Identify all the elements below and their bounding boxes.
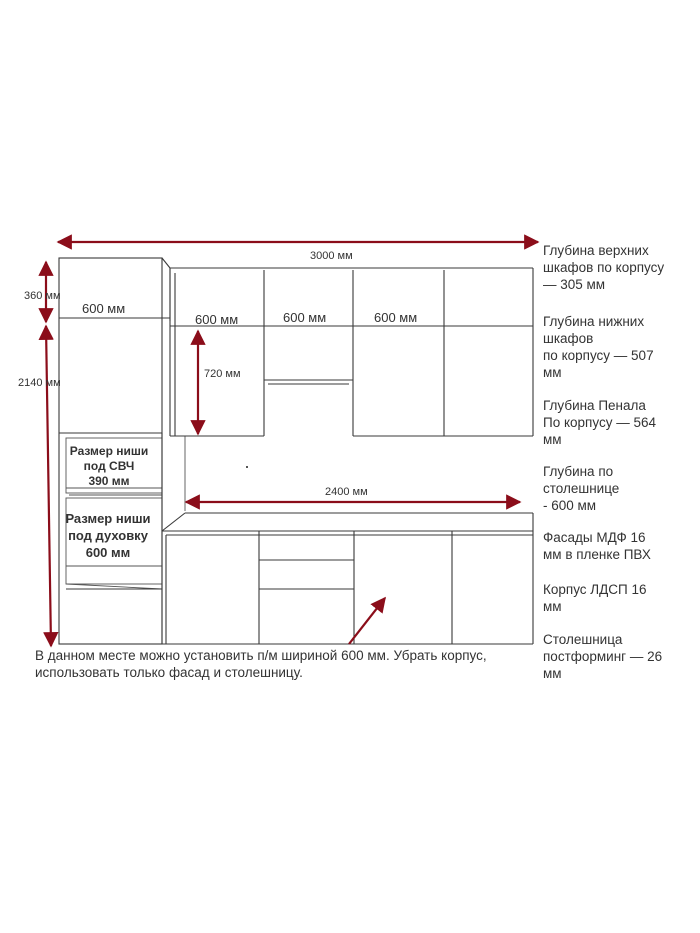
note-line: По корпусу — 564 — [543, 415, 656, 430]
note-lower-depth — [543, 313, 693, 381]
note-line: мм — [543, 599, 562, 614]
note-worktop-depth — [543, 463, 693, 514]
note-line: Фасады МДФ 16 — [543, 530, 646, 545]
note-line: мм — [543, 666, 562, 681]
caption-line: использовать только фасад и столешницу. — [35, 665, 303, 680]
installation-note — [35, 647, 555, 681]
tall-height-label: 2140 мм — [18, 377, 61, 389]
note-facades — [543, 529, 693, 563]
note-line: постформинг — 26 — [543, 649, 663, 664]
note-line: мм — [543, 432, 562, 447]
note-line: Корпус ЛДСП 16 — [543, 582, 647, 597]
upper-cabinet-height-label: 720 мм — [204, 368, 241, 380]
note-line: столешнице — [543, 481, 620, 496]
oven-niche-line-3: 600 мм — [85, 545, 131, 560]
upper-width-label-3: 600 мм — [374, 310, 418, 325]
note-line: шкафов — [543, 331, 594, 346]
note-line: Глубина по — [543, 464, 614, 479]
upper-width-label-1: 600 мм — [195, 312, 239, 327]
caption-line: В данном месте можно установить п/м шириной 600 мм. Убрать корпус, — [35, 648, 487, 663]
note-line: Столешница — [543, 632, 623, 647]
note-line: мм — [543, 365, 562, 380]
microwave-niche-line-2: под СВЧ — [83, 459, 135, 473]
upper-height-label: 360 мм — [24, 290, 61, 302]
note-line: — 305 мм — [543, 277, 606, 292]
upper-width-label-2: 600 мм — [283, 310, 327, 325]
note-tall-depth — [543, 397, 693, 448]
note-line: шкафов по корпусу — [543, 260, 665, 275]
worktop-length-label: 2400 мм — [325, 486, 368, 498]
note-worktop — [543, 631, 693, 682]
microwave-niche-line-1: Размер ниши — [69, 444, 149, 458]
tall-top-width-label: 600 мм — [82, 301, 126, 316]
note-line: - 600 мм — [543, 498, 597, 513]
oven-niche-line-1: Размер ниши — [65, 511, 151, 526]
upper-cabinets — [170, 268, 533, 436]
total-width-label: 3000 мм — [310, 250, 353, 262]
oven-niche-line-2: под духовку — [68, 528, 148, 543]
note-line: Глубина нижних — [543, 314, 645, 329]
note-line: по корпусу — 507 — [543, 348, 654, 363]
note-line: Глубина Пенала — [543, 398, 646, 413]
note-carcass — [543, 581, 693, 615]
note-upper-depth — [543, 242, 693, 293]
microwave-niche-line-3: 390 мм — [88, 474, 130, 488]
note-line: Глубина верхних — [543, 243, 649, 258]
note-line: мм в пленке ПВХ — [543, 547, 651, 562]
